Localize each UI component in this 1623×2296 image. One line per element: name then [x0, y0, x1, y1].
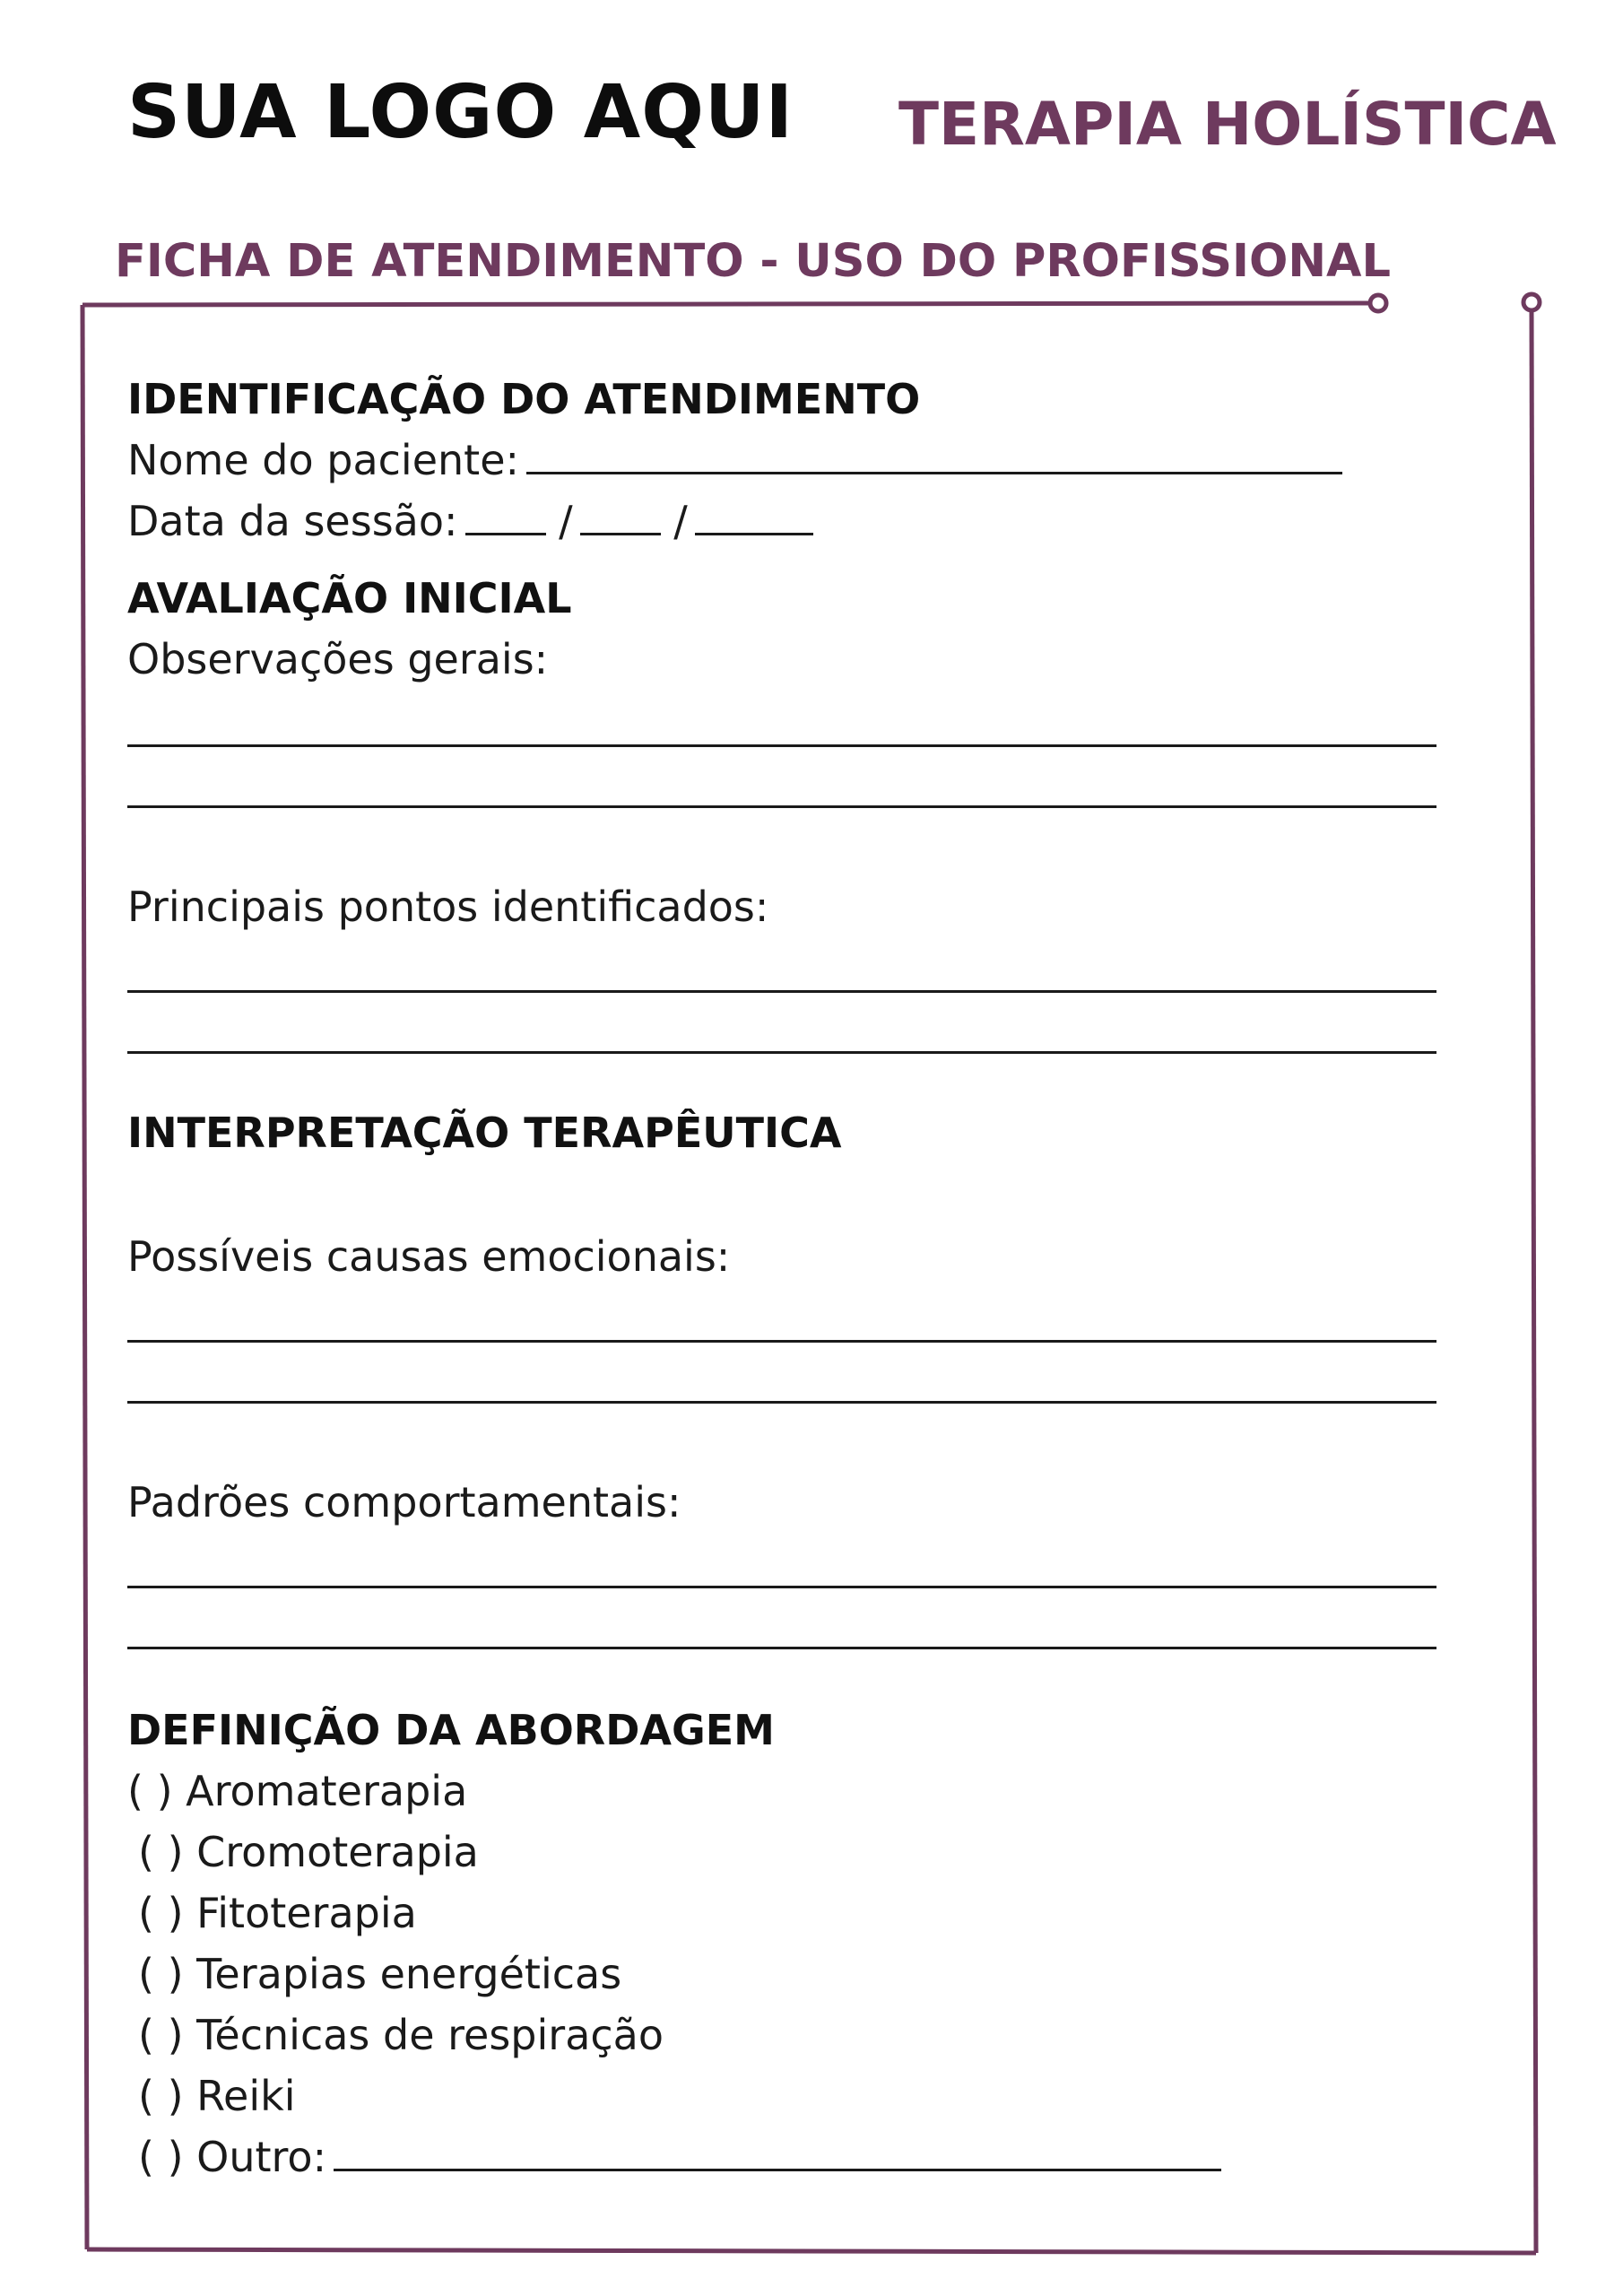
nome-paciente-label: Nome do paciente: — [127, 436, 519, 484]
causas-line-1[interactable] — [127, 1340, 1436, 1343]
outro-field[interactable] — [334, 2133, 1221, 2171]
brand-title: TERAPIA HOLÍSTICA — [898, 90, 1557, 159]
causas-label: Possíveis causas emocionais: — [127, 1232, 731, 1281]
nome-paciente-field[interactable] — [526, 436, 1342, 474]
option-reiki[interactable]: ( ) Reiki — [138, 2072, 296, 2120]
nome-paciente-row — [127, 436, 1342, 484]
pontos-line-2[interactable] — [127, 1051, 1436, 1054]
option-cromoterapia[interactable]: ( ) Cromoterapia — [138, 1828, 479, 1876]
data-sessao-row — [127, 497, 813, 545]
observacoes-line-2[interactable] — [127, 805, 1436, 808]
date-separator: / — [673, 497, 688, 545]
option-outro-row — [138, 2133, 1221, 2181]
causas-line-2[interactable] — [127, 1401, 1436, 1404]
padroes-line-1[interactable] — [127, 1586, 1436, 1588]
data-ano-field[interactable] — [695, 497, 813, 535]
observacoes-line-1[interactable] — [127, 744, 1436, 747]
padroes-line-2[interactable] — [127, 1647, 1436, 1649]
data-sessao-label: Data da sessão: — [127, 497, 458, 545]
heading-interpretacao: INTERPRETAÇÃO TERAPÊUTICA — [127, 1109, 842, 1157]
heading-avaliacao: AVALIAÇÃO INICIAL — [127, 574, 572, 622]
option-outro[interactable]: ( ) Outro: — [138, 2133, 327, 2181]
option-terapias-energeticas[interactable]: ( ) Terapias energéticas — [138, 1950, 622, 1998]
date-separator: / — [559, 497, 573, 545]
option-tecnicas-respiracao[interactable]: ( ) Técnicas de respiração — [138, 2011, 664, 2059]
heading-identificacao: IDENTIFICAÇÃO DO ATENDIMENTO — [127, 375, 921, 423]
padroes-label: Padrões comportamentais: — [127, 1478, 681, 1526]
pontos-label: Principais pontos identificados: — [127, 883, 769, 931]
data-dia-field[interactable] — [465, 497, 546, 535]
heading-abordagem: DEFINIÇÃO DA ABORDAGEM — [127, 1706, 775, 1754]
option-fitoterapia[interactable]: ( ) Fitoterapia — [138, 1889, 417, 1937]
option-aromaterapia[interactable]: ( ) Aromaterapia — [127, 1767, 468, 1815]
logo-placeholder: SUA LOGO AQUI — [127, 70, 794, 155]
observacoes-label: Observações gerais: — [127, 635, 549, 683]
data-mes-field[interactable] — [580, 497, 661, 535]
form-subtitle: FICHA DE ATENDIMENTO - USO DO PROFISSIONAL — [115, 235, 1391, 288]
pontos-line-1[interactable] — [127, 990, 1436, 993]
